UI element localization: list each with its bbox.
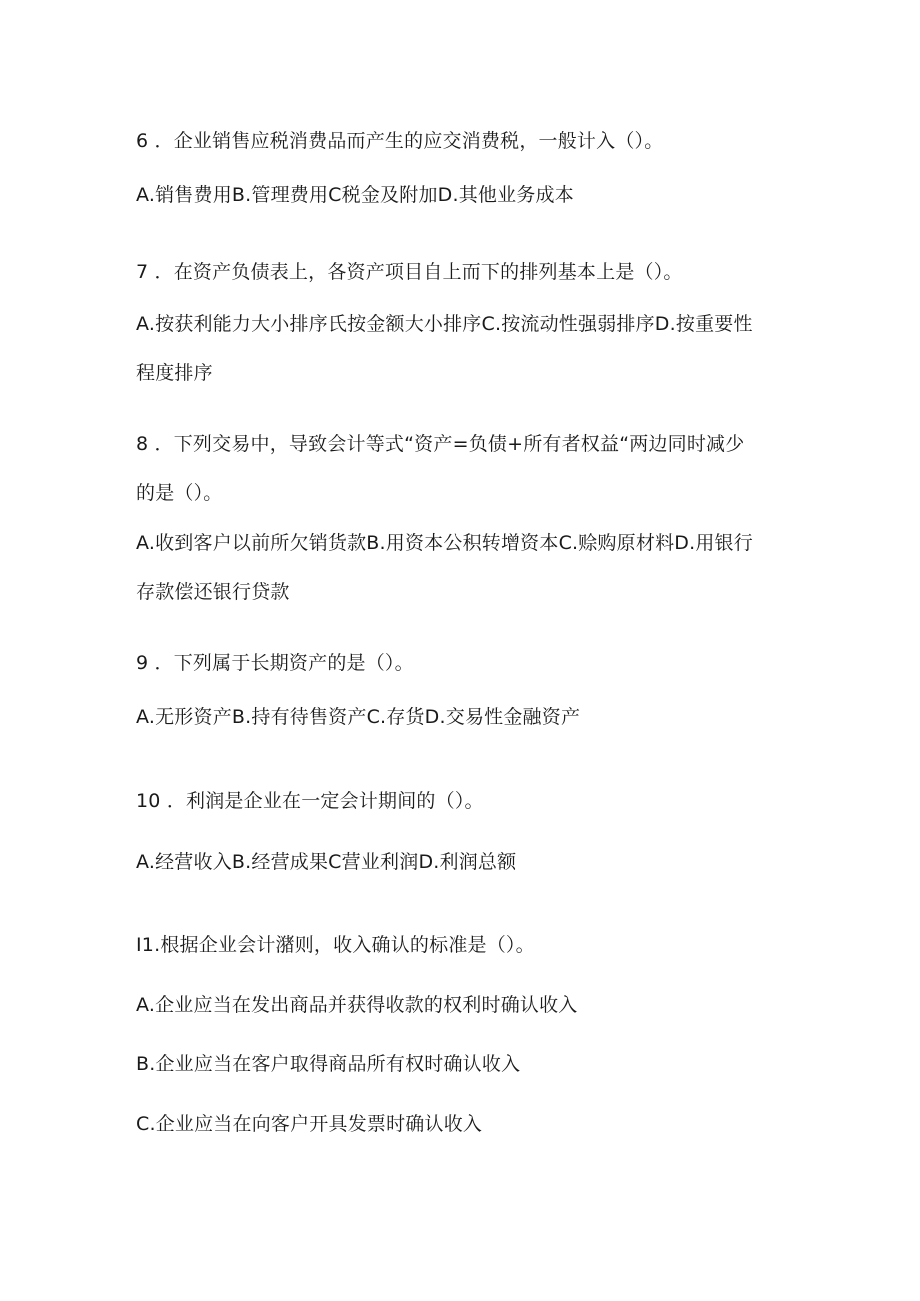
question-7-options-cont: 程度排序 bbox=[136, 362, 213, 384]
question-7-options: A.按获利能力大小排序氏按金额大小排序C.按流动性强弱排序D.按重要性 bbox=[136, 313, 753, 335]
question-8-stem: 8 ．下列交易中，导致会计等式“资产=负债+所有者权益“两边同时减少 bbox=[136, 433, 745, 455]
question-11-option-a: A.企业应当在发出商品并获得收款的权利时确认收入 bbox=[136, 994, 578, 1016]
question-10-stem: 10 ．利润是企业在一定会计期间的（）。 bbox=[136, 790, 484, 812]
question-6-options: A.销售费用B.管理费用C税金及附加D.其他业务成本 bbox=[136, 184, 574, 206]
question-8-options: A.收到客户以前所欠销货款B.用资本公积转增资本C.赊购原材料D.用银行 bbox=[136, 532, 753, 554]
question-11-option-c: C.企业应当在向客户开具发票时确认收入 bbox=[136, 1113, 483, 1135]
question-11-stem: I1.根据企业会计潴则，收入确认的标准是（）。 bbox=[136, 934, 535, 956]
question-9-options: A.无形资产B.持有待售资产C.存货D.交易性金融资产 bbox=[136, 706, 581, 728]
question-9-stem: 9 ．下列属于长期资产的是（）。 bbox=[136, 652, 414, 674]
question-8-options-cont: 存款偿还银行贷款 bbox=[136, 581, 290, 603]
question-6-stem: 6 ．企业销售应税消费品而产生的应交消费税，一般计入（）。 bbox=[136, 130, 664, 152]
question-8-stem-cont: 的是（）。 bbox=[136, 482, 223, 504]
question-10-options: A.经营收入B.经营成果C营业利润D.利润总额 bbox=[136, 851, 517, 873]
question-11-option-b: B.企业应当在客户取得商品所有权时确认收入 bbox=[136, 1053, 521, 1075]
question-7-stem: 7 ．在资产负债表上，各资产项目自上而下的排列基本上是（）。 bbox=[136, 261, 683, 283]
